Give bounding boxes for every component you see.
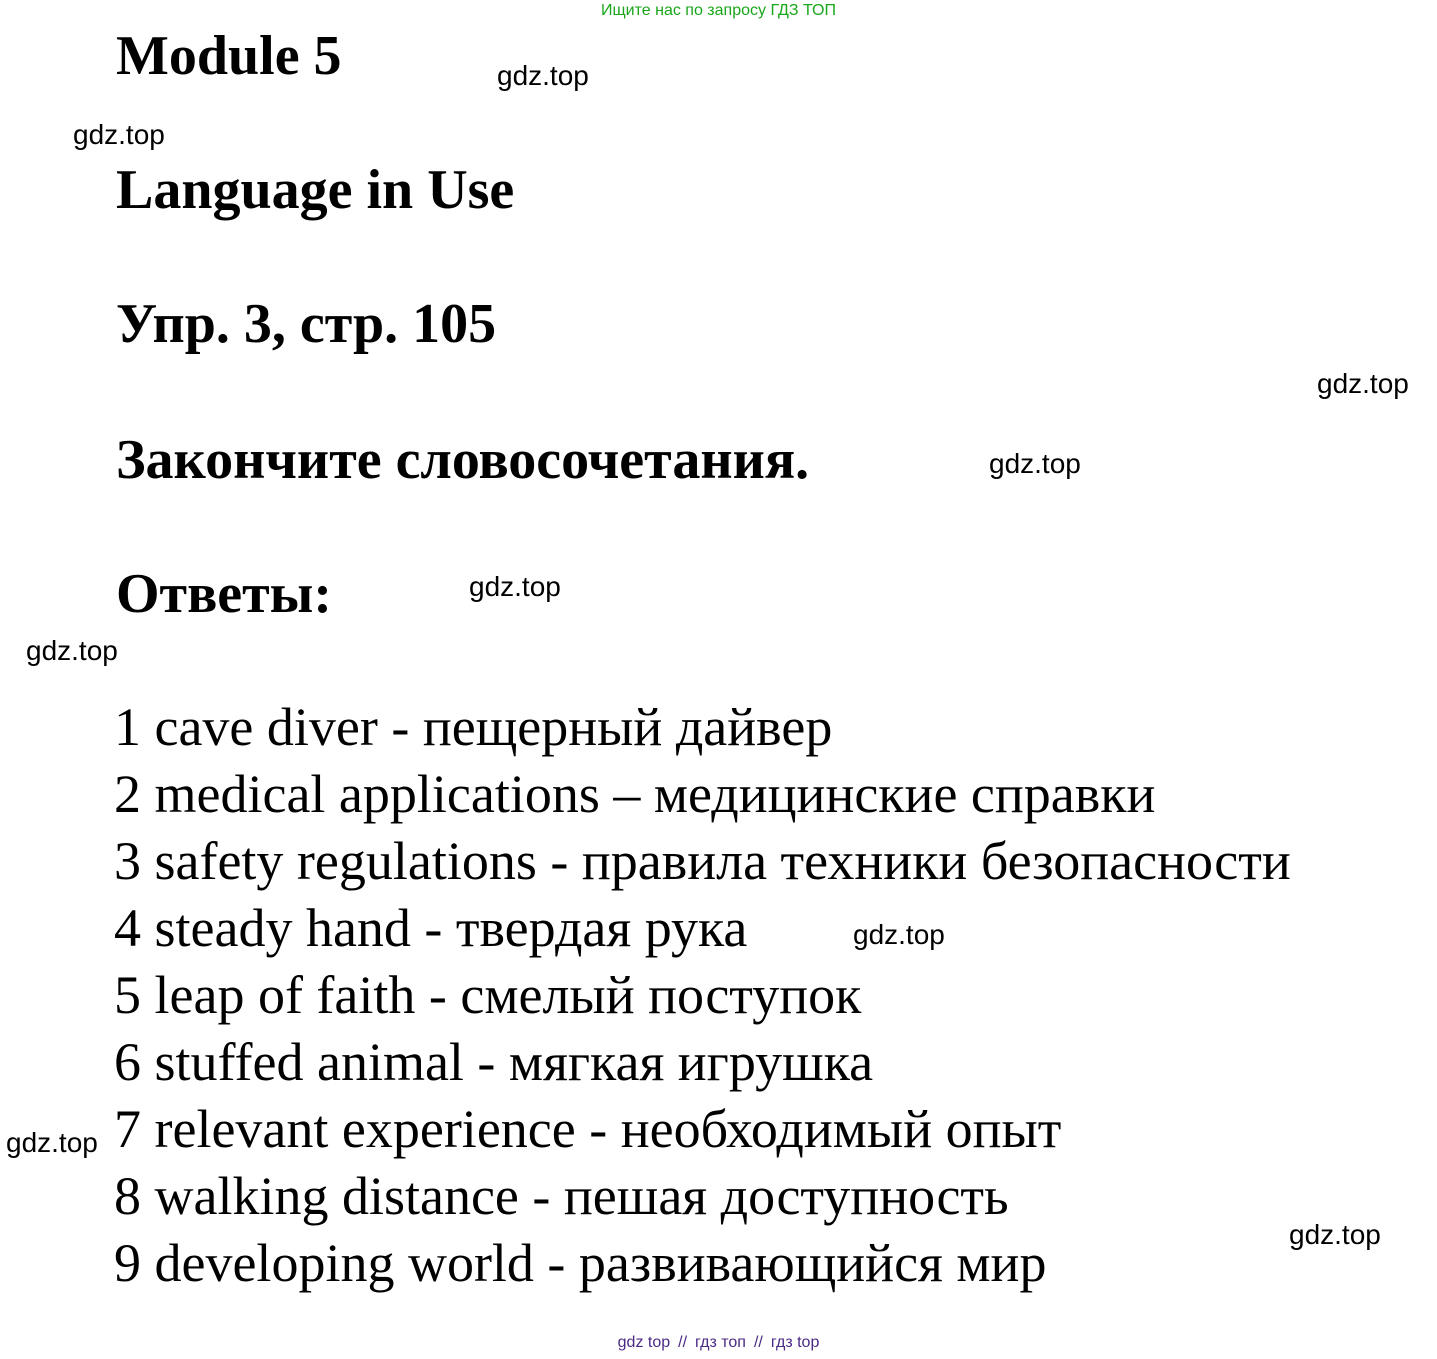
watermark: gdz.top	[6, 1127, 98, 1158]
answer-item: 8 walking distance - пешая доступность	[114, 1166, 1009, 1226]
footer-link-gdz-top-ru[interactable]: гдз топ	[695, 1334, 746, 1351]
watermark: gdz.top	[469, 571, 561, 602]
footer-separator: //	[753, 1334, 763, 1351]
exercise-reference: Упр. 3, стр. 105	[116, 293, 497, 355]
watermark: gdz.top	[497, 60, 589, 91]
footer-link-gdz-top-mixed[interactable]: гдз top	[770, 1334, 820, 1351]
footer-link-gdz-top[interactable]: gdz top	[617, 1334, 671, 1351]
answer-item: 7 relevant experience - необходимый опыт	[114, 1099, 1062, 1159]
answer-item: 2 medical applications – медицинские справки	[114, 764, 1156, 824]
answer-item: 3 safety regulations - правила техники безопасности	[114, 831, 1291, 891]
footer-links	[0, 1334, 1437, 1352]
answer-item: 1 cave diver - пещерный дайвер	[114, 697, 833, 757]
module-title: Module 5	[116, 25, 342, 87]
answer-item: 5 leap of faith - смелый поступок	[114, 965, 862, 1025]
answer-item: 9 developing world - развивающийся мир	[114, 1233, 1047, 1293]
watermark: gdz.top	[853, 919, 945, 950]
watermark: gdz.top	[73, 119, 165, 150]
watermark: gdz.top	[1317, 368, 1409, 399]
watermark: gdz.top	[26, 635, 118, 666]
answer-item: 6 stuffed animal - мягкая игрушка	[114, 1032, 874, 1092]
answers-label: Ответы:	[116, 563, 333, 625]
answers-list	[114, 694, 1291, 1297]
watermark: gdz.top	[989, 448, 1081, 479]
answer-item: 4 steady hand - твердая рука	[114, 898, 748, 958]
section-title: Language in Use	[116, 159, 515, 221]
footer-separator: //	[678, 1334, 688, 1351]
watermark: gdz.top	[1289, 1219, 1381, 1250]
top-banner: Ищите нас по запросу ГДЗ ТОП	[601, 2, 836, 19]
task-instruction: Закончите словосочетания.	[116, 429, 810, 491]
